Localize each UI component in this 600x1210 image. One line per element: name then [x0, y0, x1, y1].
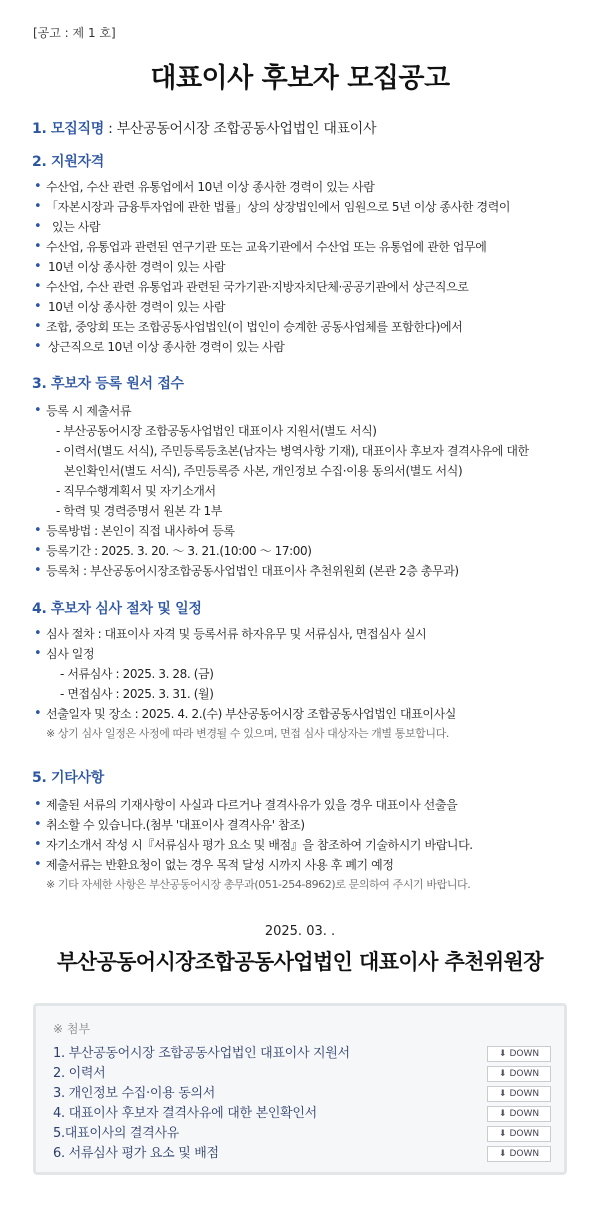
announcement-date: 2025. 03. .	[264, 924, 336, 939]
required-doc-item: - 직무수행계획서 및 자기소개서	[56, 484, 216, 498]
review-schedule-heading: • 심사 일정	[32, 644, 572, 664]
signature: 부산공동어시장조합공동사업법인 대표이사 추천위원장	[57, 950, 543, 974]
download-icon: ⬇	[498, 1069, 507, 1079]
attachment-link[interactable]: 1. 부산공동어시장 조합공동사업법인 대표이사 지원서	[53, 1046, 350, 1061]
attachment-link[interactable]: 2. 이력서	[53, 1066, 106, 1081]
qualification-item-cont: • 10년 이상 종사한 경력이 있는 사람	[32, 257, 572, 277]
attachments-box	[33, 1003, 567, 1175]
misc-item: • 제출된 서류의 기재사항이 사실과 다르거나 결격사유가 있을 경우 대표이사 선출을	[32, 795, 572, 815]
qualification-item-cont: • 10년 이상 종사한 경력이 있는 사람	[32, 297, 572, 317]
qualification-item-cont: • 상근직으로 10년 이상 종사한 경력이 있는 사람	[32, 337, 572, 357]
required-doc-item: - 학력 및 경력증명서 원본 각 1부	[56, 504, 222, 518]
section-1-heading: 1. 모집직명 : 부산공동어시장 조합공동사업법인 대표이사	[32, 121, 377, 137]
interview-date: - 면접심사 : 2025. 3. 31. (월)	[60, 687, 214, 701]
qualification-item: • 수산업, 수산 관련 유통업에서 10년 이상 종사한 경력이 있는 사람	[32, 177, 572, 197]
required-docs-heading: • 등록 시 제출서류	[32, 401, 572, 421]
section-position	[32, 118, 572, 138]
section-registration	[32, 373, 572, 581]
download-button[interactable]: ⬇ DOWN	[487, 1066, 551, 1082]
download-button[interactable]: ⬇ DOWN	[487, 1086, 551, 1102]
download-icon: ⬇	[498, 1149, 507, 1159]
attachment-row	[53, 1124, 551, 1144]
section-5-heading: 5. 기타사항	[32, 770, 104, 786]
attachments-title: ※ 첨부	[53, 1022, 91, 1036]
download-icon: ⬇	[498, 1129, 507, 1139]
position-value: : 부산공동어시장 조합공동사업법인 대표이사	[103, 121, 377, 137]
download-button[interactable]: ⬇ DOWN	[487, 1106, 551, 1122]
attachment-link[interactable]: 5.대표이사의 결격사유	[53, 1126, 179, 1141]
misc-item: • 제출서류는 반환요청이 없는 경우 목적 달성 시까지 사용 후 폐기 예정	[32, 855, 572, 875]
download-icon: ⬇	[498, 1049, 507, 1059]
attachment-row	[53, 1144, 551, 1164]
attachment-link[interactable]: 4. 대표이사 후보자 결격사유에 대한 본인확인서	[53, 1106, 317, 1121]
section-2-heading: 2. 지원자격	[32, 154, 104, 170]
download-icon: ⬇	[498, 1109, 507, 1119]
page-title: 대표이사 후보자 모집공고	[150, 63, 450, 94]
attachment-row	[53, 1104, 551, 1124]
download-icon: ⬇	[498, 1089, 507, 1099]
registration-period: • 등록기간 : 2025. 3. 20. ～ 3. 21.(10:00 ～ 17:00)	[32, 541, 572, 561]
qualification-item: • 수산업, 유통업과 관련된 연구기관 또는 교육기관에서 수산업 또는 유통업에 관한 업무에	[32, 237, 572, 257]
section-4-heading: 4. 후보자 심사 절차 및 일정	[32, 601, 202, 617]
attachment-link[interactable]: 3. 개인정보 수집·이용 동의서	[53, 1086, 215, 1101]
qualification-item: • 조합, 중앙회 또는 조합공동사업법인(이 법인이 승계한 공동사업체를 포함한다)에서	[32, 317, 572, 337]
qualification-item-cont: • 있는 사람	[32, 217, 572, 237]
section-3-heading: 3. 후보자 등록 원서 접수	[32, 376, 184, 392]
section-misc	[32, 767, 572, 895]
required-doc-item: - 부산공동어시장 조합공동사업법인 대표이사 지원서(별도 서식)	[56, 424, 377, 438]
selection-date-place: • 선출일자 및 장소 : 2025. 4. 2.(수) 부산공동어시장 조합공동사업법인 대표이사실	[32, 704, 572, 724]
download-button[interactable]: ⬇ DOWN	[487, 1126, 551, 1142]
download-button[interactable]: ⬇ DOWN	[487, 1146, 551, 1162]
attachment-link[interactable]: 6. 서류심사 평가 요소 및 배점	[53, 1146, 219, 1161]
attachment-row	[53, 1044, 551, 1064]
download-button[interactable]: ⬇ DOWN	[487, 1046, 551, 1062]
section-qualifications	[32, 151, 572, 357]
required-doc-item: - 이력서(별도 서식), 주민등록등초본(남자는 병역사항 기재), 대표이사 후보자 결격사유에 대한	[56, 444, 529, 458]
misc-item-cont: • 취소할 수 있습니다.(첨부 '대표이사 결격사유' 참조)	[32, 815, 572, 835]
document-review-date: - 서류심사 : 2025. 3. 28. (금)	[60, 667, 214, 681]
qualification-item: • 「자본시장과 금융투자업에 관한 법률」상의 상장법인에서 임원으로 5년 이상 종사한 경력이	[32, 197, 572, 217]
required-doc-item-cont: 본인확인서(별도 서식), 주민등록증 사본, 개인정보 수집·이용 동의서(별도 서식)	[64, 464, 463, 478]
section-review	[32, 598, 572, 744]
attachment-row	[53, 1064, 551, 1084]
registration-place: • 등록처 : 부산공동어시장조합공동사업법인 대표이사 추천위원회 (본관 2층 총무과)	[32, 561, 572, 581]
qualification-item: • 수산업, 수산 관련 유통업과 관련된 국가기관·지방자치단체·공공기관에서 상근직으로	[32, 277, 572, 297]
review-procedure: • 심사 절차 : 대표이사 자격 및 등록서류 하자유무 및 서류심사, 면접심사 실시	[32, 624, 572, 644]
attachment-row	[53, 1084, 551, 1104]
review-note: ※ 상기 심사 일정은 사정에 따라 변경될 수 있으며, 면접 심사 대상자는 개별 통보합니다.	[46, 727, 449, 740]
registration-method: • 등록방법 : 본인이 직접 내사하여 등록	[32, 521, 572, 541]
misc-note: ※ 기타 자세한 사항은 부산공동어시장 총무과(051-254-8962)로 문의하여 주시기 바랍니다.	[46, 878, 471, 891]
notice-number: [공고 : 제 1 호]	[33, 26, 116, 40]
misc-item: • 자기소개서 작성 시『서류심사 평가 요소 및 배점』을 참조하여 기술하시기 바랍니다.	[32, 835, 572, 855]
